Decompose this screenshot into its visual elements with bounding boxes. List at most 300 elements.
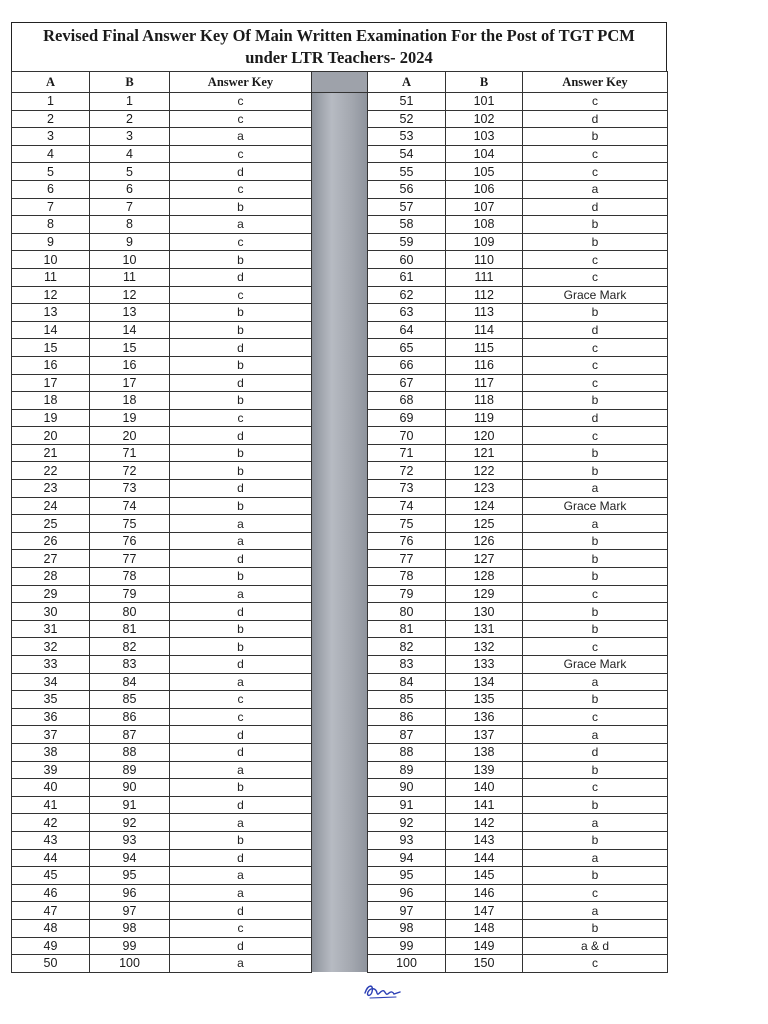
cell-answer-right: c (523, 708, 668, 726)
table-row (12, 268, 668, 286)
cell-answer-left: b (170, 620, 312, 638)
separator-band (312, 409, 368, 427)
cell-b-right: 127 (446, 550, 523, 568)
table-row (12, 568, 668, 586)
cell-answer-left: b (170, 779, 312, 797)
separator-band (312, 339, 368, 357)
table-row (12, 339, 668, 357)
cell-a-left: 11 (12, 268, 90, 286)
cell-answer-left: b (170, 568, 312, 586)
separator-band (312, 462, 368, 480)
cell-b-right: 150 (446, 955, 523, 973)
separator-band (312, 251, 368, 269)
table-row (12, 779, 668, 797)
separator-band (312, 955, 368, 973)
cell-b-left: 85 (90, 691, 170, 709)
cell-answer-right: a (523, 180, 668, 198)
cell-answer-right: b (523, 444, 668, 462)
table-row (12, 286, 668, 304)
cell-b-right: 120 (446, 427, 523, 445)
table-header-row (12, 72, 668, 93)
separator-band (312, 110, 368, 128)
cell-answer-left: b (170, 392, 312, 410)
cell-answer-right: d (523, 110, 668, 128)
cell-a-right: 55 (368, 163, 446, 181)
separator-band (312, 726, 368, 744)
cell-b-right: 110 (446, 251, 523, 269)
cell-a-right: 87 (368, 726, 446, 744)
separator-band (312, 620, 368, 638)
separator-band (312, 93, 368, 111)
cell-a-right: 66 (368, 356, 446, 374)
separator-band (312, 779, 368, 797)
cell-b-left: 14 (90, 321, 170, 339)
cell-a-right: 73 (368, 480, 446, 498)
cell-b-left: 80 (90, 603, 170, 621)
cell-b-right: 107 (446, 198, 523, 216)
cell-a-right: 67 (368, 374, 446, 392)
cell-answer-right: b (523, 532, 668, 550)
cell-answer-left: c (170, 409, 312, 427)
cell-b-right: 139 (446, 761, 523, 779)
cell-b-right: 129 (446, 585, 523, 603)
cell-answer-right: c (523, 163, 668, 181)
cell-answer-left: c (170, 233, 312, 251)
cell-answer-right: a (523, 814, 668, 832)
cell-a-left: 24 (12, 497, 90, 515)
cell-b-right: 113 (446, 304, 523, 322)
cell-answer-right: Grace Mark (523, 286, 668, 304)
cell-b-left: 78 (90, 568, 170, 586)
cell-b-right: 121 (446, 444, 523, 462)
cell-answer-right: b (523, 216, 668, 234)
cell-b-left: 1 (90, 93, 170, 111)
cell-b-right: 135 (446, 691, 523, 709)
cell-a-left: 47 (12, 902, 90, 920)
cell-a-left: 26 (12, 532, 90, 550)
cell-answer-left: d (170, 902, 312, 920)
cell-answer-right: c (523, 955, 668, 973)
cell-answer-right: d (523, 198, 668, 216)
cell-a-right: 71 (368, 444, 446, 462)
table-row (12, 145, 668, 163)
cell-answer-right: b (523, 304, 668, 322)
cell-b-right: 140 (446, 779, 523, 797)
cell-answer-left: d (170, 849, 312, 867)
separator-band (312, 902, 368, 920)
cell-a-left: 43 (12, 831, 90, 849)
cell-a-left: 17 (12, 374, 90, 392)
separator-band (312, 532, 368, 550)
cell-answer-right: c (523, 884, 668, 902)
cell-a-right: 92 (368, 814, 446, 832)
document-title (43, 25, 635, 69)
cell-a-left: 3 (12, 128, 90, 146)
cell-b-right: 115 (446, 339, 523, 357)
cell-b-left: 98 (90, 919, 170, 937)
separator-band (312, 585, 368, 603)
table-row (12, 497, 668, 515)
separator-band (312, 691, 368, 709)
cell-a-right: 79 (368, 585, 446, 603)
cell-b-left: 93 (90, 831, 170, 849)
cell-a-right: 70 (368, 427, 446, 445)
cell-b-left: 79 (90, 585, 170, 603)
cell-answer-left: d (170, 656, 312, 674)
cell-b-right: 123 (446, 480, 523, 498)
cell-a-left: 21 (12, 444, 90, 462)
cell-a-left: 25 (12, 515, 90, 533)
cell-b-right: 130 (446, 603, 523, 621)
separator-band (312, 656, 368, 674)
cell-a-right: 69 (368, 409, 446, 427)
cell-a-right: 54 (368, 145, 446, 163)
separator-band (312, 163, 368, 181)
separator-band (312, 673, 368, 691)
table-row (12, 392, 668, 410)
cell-b-right: 117 (446, 374, 523, 392)
cell-a-left: 7 (12, 198, 90, 216)
header-answer-key-left: Answer Key (170, 72, 312, 93)
cell-b-right: 119 (446, 409, 523, 427)
cell-a-right: 97 (368, 902, 446, 920)
cell-answer-right: c (523, 427, 668, 445)
cell-answer-left: d (170, 427, 312, 445)
cell-a-right: 68 (368, 392, 446, 410)
separator-band (312, 937, 368, 955)
cell-b-left: 76 (90, 532, 170, 550)
separator-band (312, 849, 368, 867)
cell-a-left: 37 (12, 726, 90, 744)
cell-a-left: 33 (12, 656, 90, 674)
cell-b-left: 94 (90, 849, 170, 867)
table-row (12, 603, 668, 621)
cell-answer-right: c (523, 356, 668, 374)
cell-b-left: 99 (90, 937, 170, 955)
table-row (12, 849, 668, 867)
cell-answer-left: a (170, 673, 312, 691)
cell-answer-left: b (170, 462, 312, 480)
cell-b-left: 71 (90, 444, 170, 462)
table-row (12, 233, 668, 251)
cell-b-left: 8 (90, 216, 170, 234)
cell-b-left: 81 (90, 620, 170, 638)
cell-b-right: 149 (446, 937, 523, 955)
cell-b-right: 126 (446, 532, 523, 550)
cell-b-right: 148 (446, 919, 523, 937)
cell-a-left: 44 (12, 849, 90, 867)
header-b-left: B (90, 72, 170, 93)
cell-a-left: 20 (12, 427, 90, 445)
table-row (12, 532, 668, 550)
cell-answer-left: b (170, 251, 312, 269)
cell-b-left: 100 (90, 955, 170, 973)
table-row (12, 919, 668, 937)
separator-band (312, 180, 368, 198)
cell-answer-left: b (170, 198, 312, 216)
cell-a-left: 38 (12, 743, 90, 761)
cell-a-left: 41 (12, 796, 90, 814)
cell-a-right: 58 (368, 216, 446, 234)
header-answer-key-right: Answer Key (523, 72, 668, 93)
cell-b-left: 82 (90, 638, 170, 656)
cell-answer-left: a (170, 532, 312, 550)
table-row (12, 796, 668, 814)
cell-b-right: 128 (446, 568, 523, 586)
cell-answer-right: b (523, 568, 668, 586)
cell-answer-left: d (170, 743, 312, 761)
cell-b-left: 77 (90, 550, 170, 568)
cell-b-left: 6 (90, 180, 170, 198)
cell-a-left: 15 (12, 339, 90, 357)
signature-mark (362, 980, 402, 1002)
cell-a-left: 50 (12, 955, 90, 973)
cell-answer-right: Grace Mark (523, 497, 668, 515)
cell-b-right: 147 (446, 902, 523, 920)
cell-b-left: 87 (90, 726, 170, 744)
cell-a-left: 2 (12, 110, 90, 128)
cell-b-left: 11 (90, 268, 170, 286)
table-row (12, 814, 668, 832)
cell-a-right: 85 (368, 691, 446, 709)
separator-band (312, 884, 368, 902)
header-b-right: B (446, 72, 523, 93)
cell-b-right: 118 (446, 392, 523, 410)
cell-answer-right: c (523, 638, 668, 656)
separator-band (312, 286, 368, 304)
cell-answer-left: c (170, 145, 312, 163)
table-row (12, 110, 668, 128)
cell-a-right: 61 (368, 268, 446, 286)
cell-answer-right: c (523, 374, 668, 392)
cell-answer-right: c (523, 145, 668, 163)
cell-b-right: 138 (446, 743, 523, 761)
separator-band (312, 128, 368, 146)
cell-answer-right: b (523, 550, 668, 568)
separator-band (312, 356, 368, 374)
cell-a-left: 28 (12, 568, 90, 586)
cell-answer-left: b (170, 356, 312, 374)
separator-band (312, 480, 368, 498)
cell-answer-left: d (170, 339, 312, 357)
separator-band (312, 427, 368, 445)
cell-a-left: 5 (12, 163, 90, 181)
cell-a-left: 40 (12, 779, 90, 797)
separator-band (312, 233, 368, 251)
cell-a-left: 18 (12, 392, 90, 410)
cell-b-left: 97 (90, 902, 170, 920)
header-a-right: A (368, 72, 446, 93)
cell-b-right: 102 (446, 110, 523, 128)
cell-a-left: 9 (12, 233, 90, 251)
table-row (12, 515, 668, 533)
cell-b-left: 4 (90, 145, 170, 163)
cell-a-right: 64 (368, 321, 446, 339)
separator-band (312, 867, 368, 885)
separator-band (312, 268, 368, 286)
table-row (12, 93, 668, 111)
cell-a-left: 27 (12, 550, 90, 568)
cell-a-right: 78 (368, 568, 446, 586)
table-row (12, 902, 668, 920)
cell-answer-right: b (523, 462, 668, 480)
table-row (12, 356, 668, 374)
table-row (12, 620, 668, 638)
cell-b-left: 88 (90, 743, 170, 761)
cell-b-right: 137 (446, 726, 523, 744)
cell-a-right: 89 (368, 761, 446, 779)
cell-b-right: 122 (446, 462, 523, 480)
cell-answer-left: a (170, 585, 312, 603)
cell-answer-left: d (170, 937, 312, 955)
cell-b-left: 17 (90, 374, 170, 392)
table-row (12, 708, 668, 726)
cell-a-right: 81 (368, 620, 446, 638)
cell-b-right: 143 (446, 831, 523, 849)
separator-band (312, 321, 368, 339)
cell-answer-left: a (170, 814, 312, 832)
cell-answer-left: d (170, 550, 312, 568)
cell-b-left: 90 (90, 779, 170, 797)
cell-a-left: 49 (12, 937, 90, 955)
table-row (12, 444, 668, 462)
cell-a-left: 14 (12, 321, 90, 339)
cell-answer-left: d (170, 480, 312, 498)
cell-b-left: 92 (90, 814, 170, 832)
cell-a-right: 60 (368, 251, 446, 269)
cell-answer-left: b (170, 638, 312, 656)
header-a-left: A (12, 72, 90, 93)
cell-a-right: 86 (368, 708, 446, 726)
cell-answer-right: c (523, 339, 668, 357)
cell-a-left: 16 (12, 356, 90, 374)
cell-answer-left: a (170, 761, 312, 779)
cell-b-right: 112 (446, 286, 523, 304)
cell-a-left: 4 (12, 145, 90, 163)
cell-a-left: 1 (12, 93, 90, 111)
separator-band (312, 814, 368, 832)
cell-a-left: 48 (12, 919, 90, 937)
cell-b-right: 124 (446, 497, 523, 515)
cell-a-left: 13 (12, 304, 90, 322)
separator-band (312, 919, 368, 937)
table-row (12, 480, 668, 498)
separator-band (312, 515, 368, 533)
cell-a-left: 6 (12, 180, 90, 198)
table-row (12, 691, 668, 709)
cell-b-left: 74 (90, 497, 170, 515)
cell-b-left: 10 (90, 251, 170, 269)
cell-answer-right: b (523, 603, 668, 621)
cell-answer-left: a (170, 515, 312, 533)
cell-answer-left: d (170, 603, 312, 621)
cell-answer-right: c (523, 779, 668, 797)
cell-a-right: 52 (368, 110, 446, 128)
cell-answer-left: a (170, 955, 312, 973)
separator-band (312, 444, 368, 462)
table-row (12, 374, 668, 392)
cell-a-right: 98 (368, 919, 446, 937)
separator-band (312, 198, 368, 216)
cell-answer-left: c (170, 708, 312, 726)
cell-b-right: 133 (446, 656, 523, 674)
cell-answer-left: d (170, 268, 312, 286)
cell-a-right: 75 (368, 515, 446, 533)
cell-a-right: 65 (368, 339, 446, 357)
separator-band (312, 708, 368, 726)
cell-b-right: 136 (446, 708, 523, 726)
cell-b-right: 146 (446, 884, 523, 902)
cell-a-right: 62 (368, 286, 446, 304)
table-row (12, 409, 668, 427)
cell-b-right: 132 (446, 638, 523, 656)
cell-answer-left: b (170, 321, 312, 339)
table-row (12, 955, 668, 973)
cell-answer-right: a (523, 902, 668, 920)
cell-a-left: 42 (12, 814, 90, 832)
cell-b-right: 108 (446, 216, 523, 234)
table-row (12, 867, 668, 885)
cell-b-left: 86 (90, 708, 170, 726)
cell-a-right: 56 (368, 180, 446, 198)
cell-answer-left: a (170, 216, 312, 234)
cell-answer-right: a (523, 480, 668, 498)
answer-key-page (11, 22, 667, 973)
cell-a-right: 99 (368, 937, 446, 955)
cell-b-left: 18 (90, 392, 170, 410)
cell-a-left: 46 (12, 884, 90, 902)
separator-band-header (312, 72, 368, 93)
cell-b-left: 20 (90, 427, 170, 445)
separator-band (312, 603, 368, 621)
cell-answer-right: b (523, 867, 668, 885)
cell-a-right: 96 (368, 884, 446, 902)
table-row (12, 831, 668, 849)
separator-band (312, 374, 368, 392)
cell-a-right: 74 (368, 497, 446, 515)
cell-a-left: 23 (12, 480, 90, 498)
table-row (12, 743, 668, 761)
cell-a-right: 57 (368, 198, 446, 216)
cell-a-right: 76 (368, 532, 446, 550)
table-row (12, 427, 668, 445)
cell-b-right: 103 (446, 128, 523, 146)
cell-a-left: 12 (12, 286, 90, 304)
separator-band (312, 304, 368, 322)
cell-b-left: 16 (90, 356, 170, 374)
cell-a-left: 29 (12, 585, 90, 603)
cell-a-right: 82 (368, 638, 446, 656)
cell-b-left: 12 (90, 286, 170, 304)
cell-a-left: 10 (12, 251, 90, 269)
cell-b-left: 9 (90, 233, 170, 251)
table-row (12, 462, 668, 480)
cell-b-right: 101 (446, 93, 523, 111)
cell-b-right: 109 (446, 233, 523, 251)
cell-answer-right: b (523, 831, 668, 849)
cell-answer-right: Grace Mark (523, 656, 668, 674)
table-row (12, 251, 668, 269)
table-row (12, 884, 668, 902)
cell-answer-left: c (170, 180, 312, 198)
separator-band (312, 568, 368, 586)
cell-answer-right: c (523, 268, 668, 286)
table-row (12, 656, 668, 674)
cell-b-right: 104 (446, 145, 523, 163)
cell-answer-right: b (523, 233, 668, 251)
cell-a-left: 35 (12, 691, 90, 709)
cell-b-left: 73 (90, 480, 170, 498)
